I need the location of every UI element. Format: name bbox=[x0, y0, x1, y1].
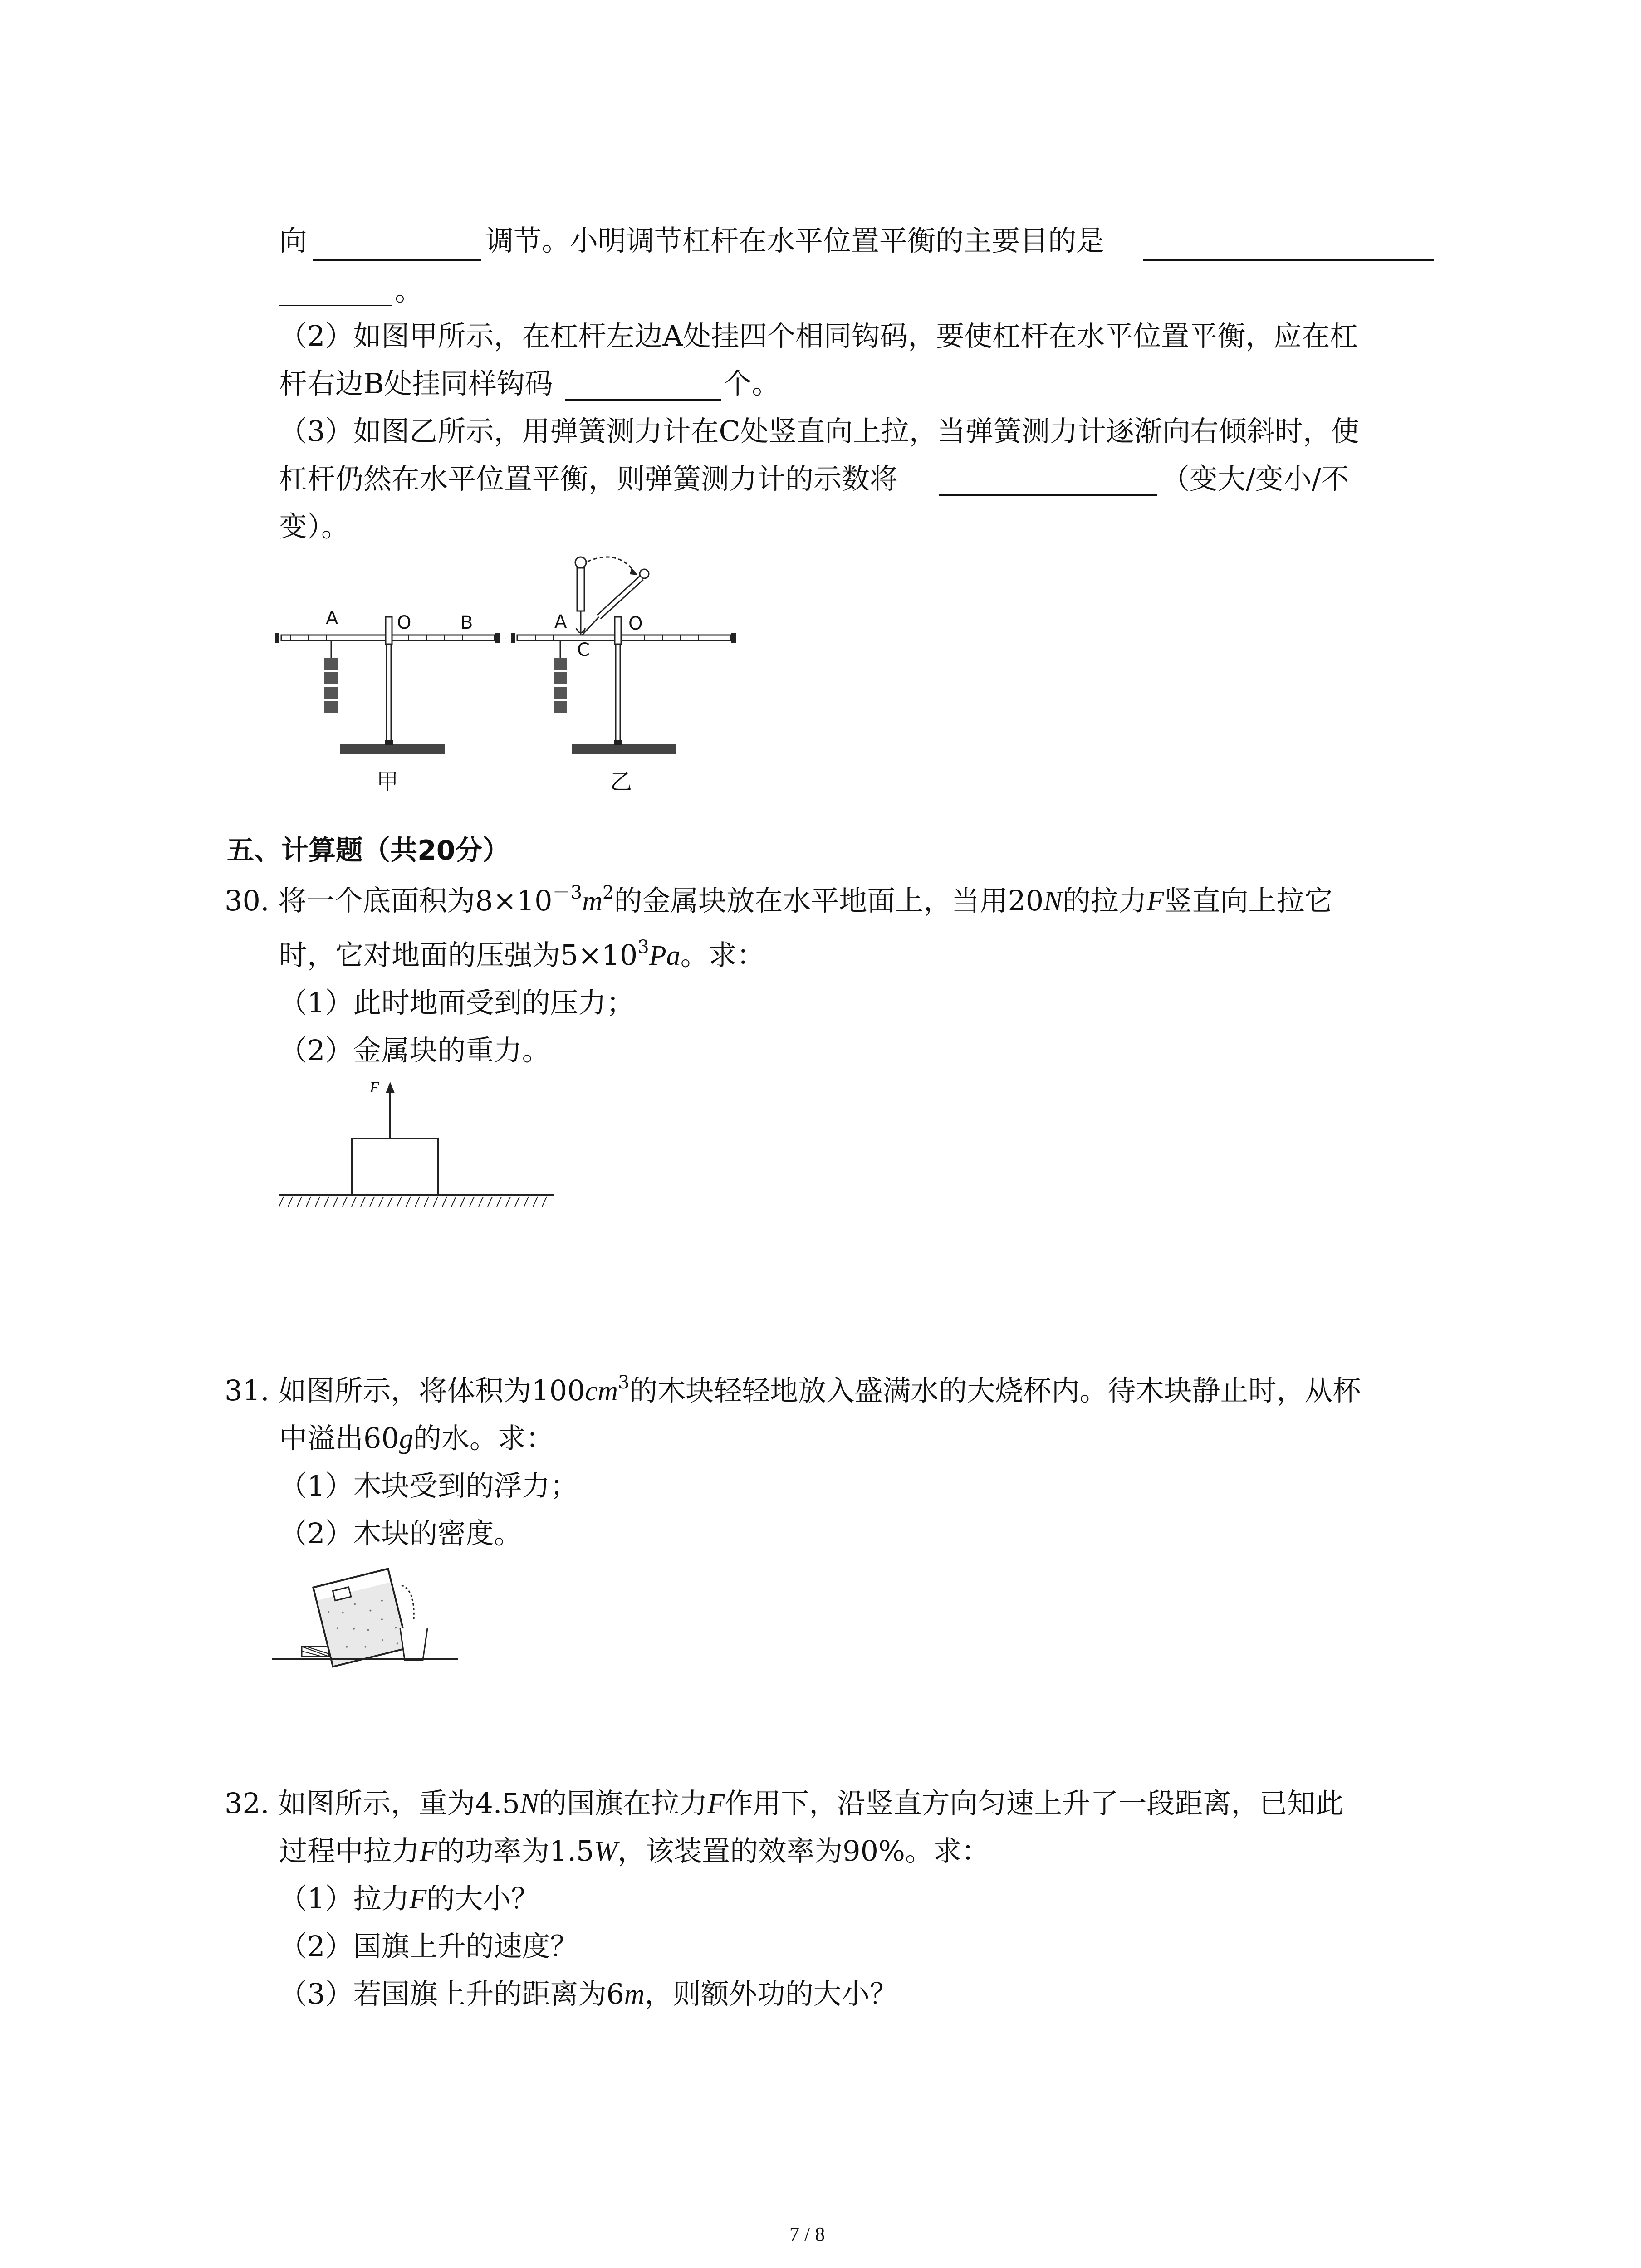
answer-blank bbox=[565, 399, 721, 401]
lever-figure-yi bbox=[508, 549, 744, 780]
section-title: 五、计算题（共20分） bbox=[227, 835, 510, 866]
q29-line1-start: 向 bbox=[279, 224, 308, 257]
beaker-overflow-figure bbox=[272, 1565, 463, 1674]
q32-sub2: （2）国旗上升的速度？ bbox=[279, 1930, 578, 1963]
label-B: B bbox=[460, 612, 473, 633]
q29-part2-line1: （2）如图甲所示，在杠杆左边A处挂四个相同钩码，要使杠杆在水平位置平衡，应在杠 bbox=[279, 319, 1358, 352]
q31-line1: 31. 如图所示，将体积为$100cm^3$的木块轻轻地放入盛满水的大烧杯内。待木块静止时，从杯 bbox=[225, 1372, 1361, 1407]
q29-part3-line2-end: （变大/变小/不 bbox=[1161, 462, 1349, 495]
q29-part2-line2: 杆右边B处挂同样钩码 bbox=[279, 367, 553, 400]
q30-sub2: （2）金属块的重力。 bbox=[279, 1034, 550, 1067]
label-O: O bbox=[397, 612, 411, 633]
q32-sub1: （1）拉力F的大小？ bbox=[279, 1882, 539, 1915]
answer-blank bbox=[939, 494, 1157, 496]
label-C: C bbox=[577, 640, 590, 660]
q31-sub2: （2）木块的密度。 bbox=[279, 1517, 522, 1550]
q30-line2: 时，它对地面的压强为$5\times 10^3Pa$。求： bbox=[279, 937, 765, 972]
answer-blank bbox=[313, 259, 481, 261]
q29-part3-line1: （3）如图乙所示，用弹簧测力计在C处竖直向上拉，当弹簧测力计逐渐向右倾斜时，使 bbox=[279, 415, 1359, 448]
figure-caption-jia: 甲 bbox=[377, 769, 399, 795]
q29-part2-line2-end: 个。 bbox=[724, 367, 780, 400]
q29-part3-line3: 变）。 bbox=[279, 510, 350, 543]
q31-sub1: （1）木块受到的浮力； bbox=[279, 1469, 578, 1502]
q29-part3-line2: 杠杆仍然在水平位置平衡，则弹簧测力计的示数将 bbox=[279, 462, 898, 495]
q32-line2: 过程中拉力F的功率为1.5W，该装置的效率为90%。求： bbox=[279, 1834, 989, 1867]
answer-blank bbox=[1143, 259, 1434, 261]
figure-caption-yi: 乙 bbox=[610, 769, 632, 795]
label-A: A bbox=[326, 608, 338, 629]
q32-sub3: （3）若国旗上升的距离为6m，则额外功的大小？ bbox=[279, 1977, 898, 2010]
q29-line1-rest: 调节。小明调节杠杆在水平位置平衡的主要目的是 bbox=[485, 224, 1105, 257]
q30-sub1: （1）此时地面受到的压力； bbox=[279, 986, 635, 1019]
q30-line1: 30. 将一个底面积为$8\times 10^{-3}m^2$的金属块放在水平地面上，当用20N的拉力F竖直向上拉它 bbox=[225, 882, 1333, 917]
q32-line1: 32. 如图所示，重为4.5N的国旗在拉力F作用下，沿竖直方向匀速上升了一段距离，已知此 bbox=[225, 1787, 1344, 1820]
block-force-figure bbox=[272, 1075, 563, 1220]
q31-line2: 中溢出60g的水。求： bbox=[279, 1422, 554, 1455]
q29-line2: 。 bbox=[395, 274, 423, 307]
page-number: 7 / 8 bbox=[789, 2223, 825, 2245]
answer-blank bbox=[279, 305, 392, 306]
label-A: A bbox=[554, 611, 567, 632]
label-O: O bbox=[628, 613, 643, 634]
force-label-F: F bbox=[370, 1079, 379, 1096]
